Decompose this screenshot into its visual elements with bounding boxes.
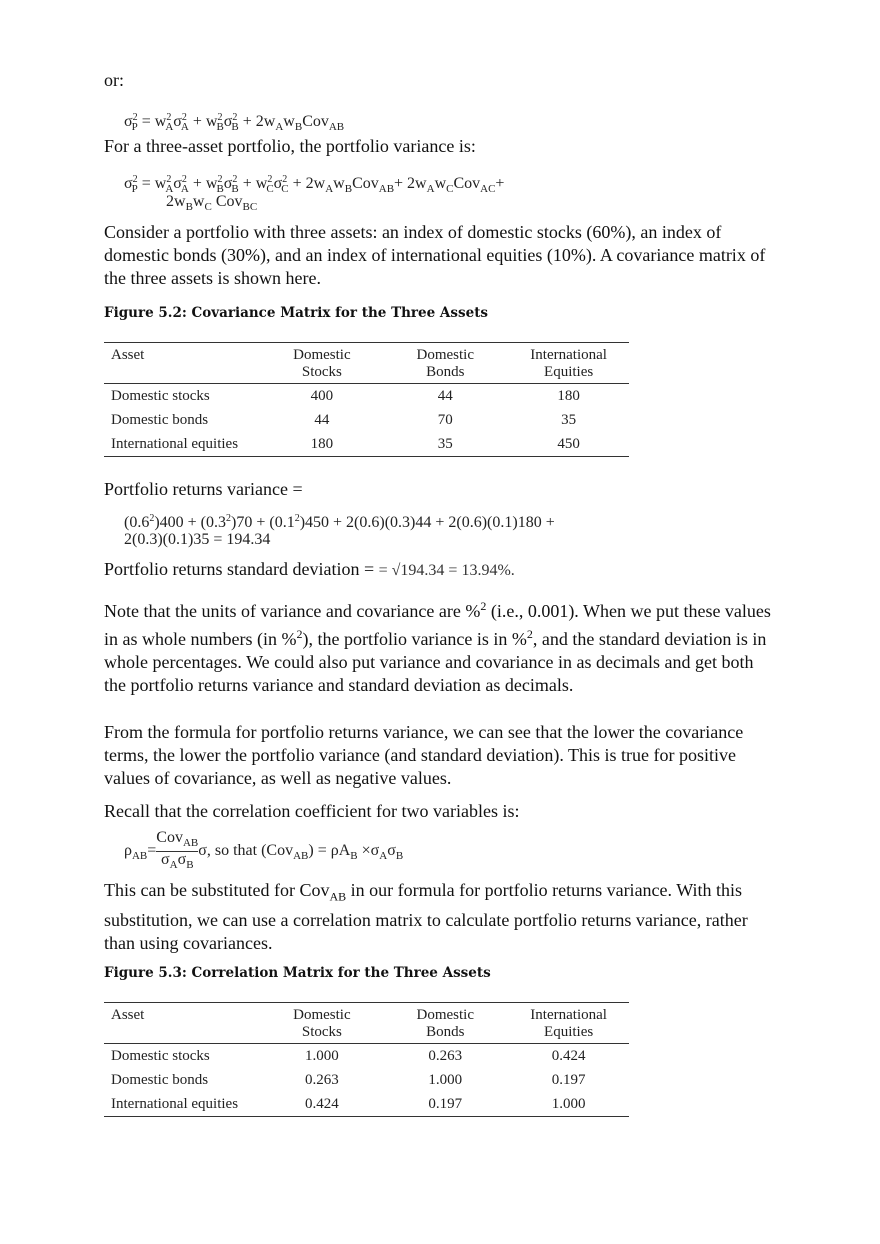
table-cell: 0.263 (305, 1072, 339, 1088)
superscript: 2 (232, 174, 238, 185)
text-three-asset-intro: For a three-asset portfolio, the portfolio variance is: (104, 136, 476, 156)
column-header: Domestic Stocks (293, 1007, 351, 1040)
table-cell: 35 (561, 412, 577, 428)
equals: = (147, 842, 157, 860)
sub: AB (182, 837, 199, 849)
table-cell: 70 (437, 412, 453, 428)
formula-term: Cov (302, 113, 329, 130)
subscript: B (216, 121, 224, 133)
table-row (104, 1092, 629, 1117)
formula-text: ×σ (357, 842, 380, 860)
formula-term: )70 + (0.1 (231, 514, 295, 531)
formula-term: = w (137, 113, 167, 130)
subscript: B (185, 201, 193, 213)
formula-term: Cov (352, 175, 379, 192)
table-header-row (104, 1003, 629, 1044)
text-substitution (104, 879, 779, 955)
column-header: Domestic Bonds (416, 1007, 474, 1040)
subscript: C (446, 183, 454, 195)
subscript: A (180, 121, 189, 133)
text-note-units (104, 595, 776, 697)
formula-term: + w (188, 175, 218, 192)
formula-term: 2(0.3)(0.1)35 = 194.34 (124, 531, 271, 548)
superscript: 2 (294, 513, 300, 524)
table-cell: 0.263 (428, 1048, 463, 1064)
subscript: P (131, 121, 138, 133)
text-recall: Recall that the correlation coefficient for two variables is: (104, 801, 520, 821)
subscript: B (231, 183, 239, 195)
table-row (104, 384, 629, 409)
formula-term: σ (273, 175, 283, 192)
subscript: B (294, 121, 303, 133)
table-cell: Domestic bonds (111, 412, 209, 428)
formula-term: )450 + 2(0.6)(0.3)44 + 2(0.6)(0.1)180 + (299, 514, 555, 531)
text-stddev-label: Portfolio returns standard deviation = (104, 559, 375, 579)
sub: B (350, 850, 358, 863)
table-cell: 35 (437, 436, 453, 452)
superscript: 2 (480, 599, 487, 613)
superscript: 2 (282, 174, 288, 185)
numerator: Cov (156, 829, 183, 846)
formula-term: = w (137, 175, 167, 192)
table-cell: Domestic stocks (111, 388, 210, 404)
table-cell: 1.000 (551, 1096, 586, 1112)
formula-correlation (124, 830, 403, 873)
text-consider-portfolio: Consider a portfolio with three assets: an index of domestic stocks (60%), an index of domestic bonds (30%), and an index of international equities (10%). A covariance matrix of the three assets is shown here. (104, 222, 766, 288)
note-part: , and the standard deviation is in whole percentages. We could also put variance and covariance in as decimals and get both the portfolio returns variance and standard deviation as decimals. (104, 629, 767, 695)
formula-text: ) = ρA (308, 842, 351, 860)
formula-two-asset-variance (124, 107, 344, 138)
column-header: Asset (111, 1007, 145, 1023)
table-cell: Domestic bonds (111, 1072, 209, 1088)
formula-stddev: = √194.34 = 13.94%. (378, 562, 515, 579)
sub: A (169, 859, 178, 871)
table-cell: International equities (111, 436, 239, 452)
superscript: 2 (132, 112, 138, 123)
subscript: A (180, 183, 189, 195)
table-cell: Domestic stocks (111, 1048, 210, 1064)
table-cell: 0.424 (305, 1096, 339, 1112)
subscript: C (281, 183, 289, 195)
superscript: 2 (149, 513, 155, 524)
subscript: AB (378, 183, 395, 195)
formula-term: (0.6 (124, 514, 150, 531)
table-cell: 0.424 (551, 1048, 586, 1064)
subscript: C (266, 183, 274, 195)
table-row (104, 1068, 629, 1092)
formula-term: σ (173, 113, 182, 130)
formula-variance-line2 (124, 529, 270, 551)
table-cell: 1.000 (305, 1048, 339, 1064)
formula-term: σ (124, 175, 133, 192)
formula-term: + 2w (394, 175, 427, 192)
formula-term: σ (223, 113, 233, 130)
text-or: or: (104, 70, 124, 90)
formula-term: Cov (453, 175, 481, 192)
text-part: This can be substituted for Cov (104, 880, 330, 900)
column-header: Asset (111, 347, 145, 363)
table-row (104, 1044, 629, 1069)
subscript: C (204, 201, 212, 213)
formula-term: w (283, 113, 295, 130)
text-from-formula: From the formula for portfolio returns variance, we can see that the lower the covariance terms, the lower the portfolio variance (and standard deviation). This is true for positive values of covariance, as well as negative values. (104, 722, 744, 788)
column-header: Domestic Stocks (293, 347, 351, 380)
table-cell: 450 (557, 436, 580, 452)
subscript: A (165, 183, 174, 195)
sub: AB (131, 850, 148, 863)
formula-term: + w (238, 175, 268, 192)
subscript: AB (328, 121, 345, 133)
sub: B (395, 850, 404, 863)
text-part: in our formula for portfolio returns variance. With this substitution, we can use a correlation matrix to calculate portfolio returns variance, rather than using covariances. (104, 880, 748, 953)
subscript: B (231, 121, 239, 133)
table-cell: 0.197 (428, 1096, 463, 1112)
table-row (104, 408, 629, 432)
table-cell: 400 (310, 388, 334, 404)
subscript: B (344, 183, 353, 195)
subscript: A (275, 121, 284, 133)
figure-caption-covariance: Figure 5.2: Covariance Matrix for the Three Assets (104, 305, 489, 321)
formula-term: + 2w (238, 113, 276, 130)
table-cell: 1.000 (428, 1072, 463, 1088)
subscript: P (131, 183, 138, 195)
formula-term: + 2w (288, 175, 326, 192)
column-header: International Equities (530, 1007, 607, 1040)
table-cell: 44 (437, 388, 453, 404)
superscript: 2 (181, 174, 187, 185)
formula-three-asset-variance-line2 (166, 191, 257, 218)
table-cell: 180 (557, 388, 580, 404)
table-row (104, 432, 629, 457)
formula-term: w (434, 175, 447, 192)
superscript: 2 (526, 627, 533, 641)
correlation-matrix-table (104, 1002, 629, 1117)
text-variance-label: Portfolio returns variance = (104, 479, 303, 499)
note-part: Note that the units of variance and covariance are % (104, 601, 481, 621)
superscript: 2 (217, 174, 223, 185)
formula-term: + (495, 175, 505, 192)
table-cell: International equities (111, 1096, 239, 1112)
superscript: 2 (166, 112, 172, 123)
superscript: 2 (217, 112, 223, 123)
subscript: AC (480, 183, 496, 195)
formula-term: w (333, 175, 345, 192)
formula-term: + w (188, 113, 218, 130)
sub: AB (293, 850, 309, 863)
superscript: 2 (296, 627, 303, 641)
column-header: International Equities (530, 347, 607, 380)
sub: A (379, 850, 388, 863)
figure-caption-correlation: Figure 5.3: Correlation Matrix for the Three Assets (104, 965, 491, 981)
text-stddev (104, 558, 784, 582)
column-header: Domestic Bonds (416, 347, 474, 380)
subscript: A (325, 183, 334, 195)
subscript: BC (242, 201, 258, 213)
superscript: 2 (226, 513, 232, 524)
table-cell: 180 (310, 436, 334, 452)
table-cell: 44 (314, 412, 330, 428)
formula-term: σ (173, 175, 182, 192)
formula-term: )400 + (0.3 (154, 514, 227, 531)
formula-term: σ (223, 175, 233, 192)
subscript: B (216, 183, 224, 195)
formula-term: σ (124, 113, 133, 130)
formula-text: σ (387, 842, 396, 860)
sub: B (186, 859, 194, 871)
fraction (156, 830, 198, 873)
formula-text: σ, so that (Cov (198, 842, 294, 860)
rho: ρ (124, 842, 132, 860)
superscript: 2 (166, 174, 172, 185)
covariance-matrix-table (104, 342, 629, 457)
denominator: σ (161, 851, 170, 868)
subscript: A (426, 183, 435, 195)
superscript: 2 (267, 174, 273, 185)
table-header-row (104, 343, 629, 384)
sub: AB (329, 889, 347, 904)
superscript: 2 (181, 112, 187, 123)
superscript: 2 (132, 174, 138, 185)
superscript: 2 (232, 112, 238, 123)
table-cell: 0.197 (551, 1072, 586, 1088)
formula-term: w (192, 193, 205, 210)
note-part: (i.e., 0.001). When we put these values in as whole numbers (in % (104, 601, 771, 649)
subscript: A (165, 121, 174, 133)
formula-term: 2w (166, 193, 186, 210)
note-part: ), the portfolio variance is in % (302, 629, 527, 649)
denominator: σ (177, 851, 187, 868)
formula-term: Cov (211, 193, 243, 210)
